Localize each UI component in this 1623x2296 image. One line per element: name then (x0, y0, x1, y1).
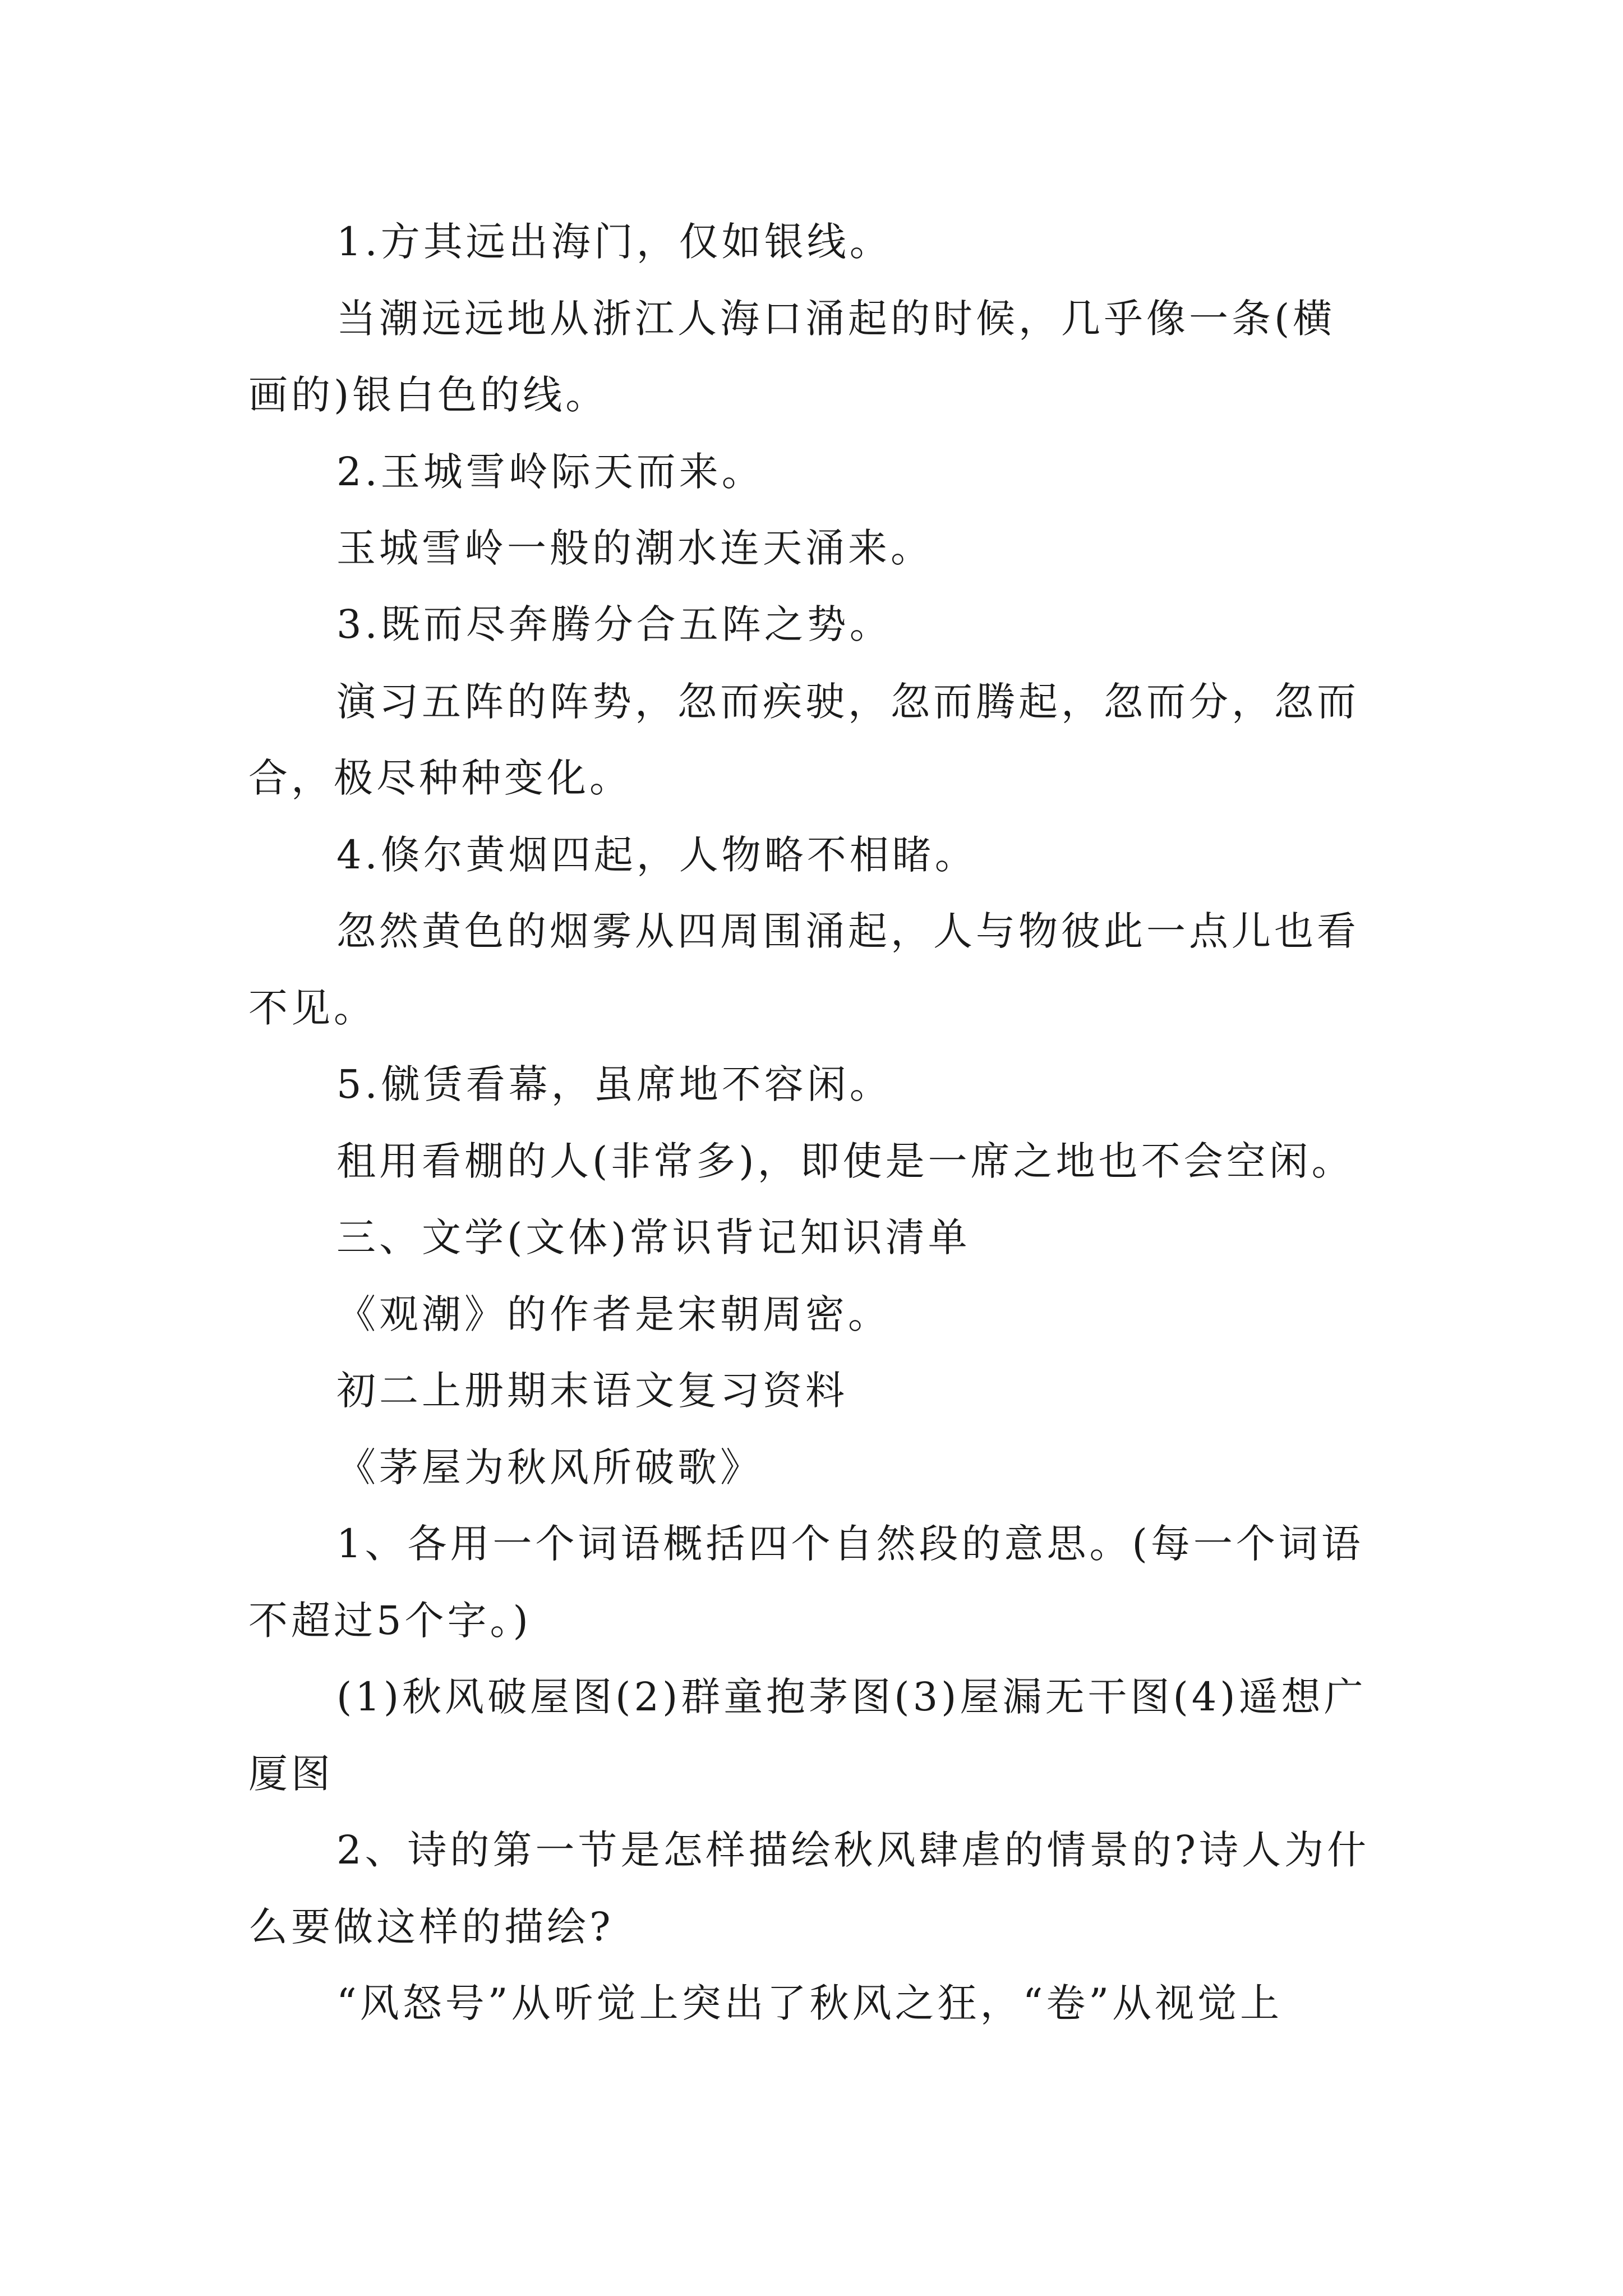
text-line: 忽然黄色的烟雾从四周围涌起，人与物彼此一点儿也看 (336, 908, 1359, 954)
text-line: 1.方其远出海门，仅如银线。 (336, 219, 892, 265)
text-line: (1)秋风破屋图(2)群童抱茅图(3)屋漏无干图(4)遥想广 (336, 1674, 1367, 1720)
text-line: “风怒号”从听觉上突出了秋风之狂，“卷”从视觉上 (336, 1980, 1283, 2026)
text-line: 合，极尽种种变化。 (248, 755, 632, 801)
text-line: 演习五阵的阵势，忽而疾驶，忽而腾起，忽而分，忽而 (336, 679, 1359, 725)
text-line: 3.既而尽奔腾分合五阵之势。 (336, 601, 892, 647)
text-line: 不见。 (248, 985, 376, 1031)
text-line: 2、诗的第一节是怎样描绘秋风肆虐的情景的?诗人为什 (336, 1827, 1370, 1873)
text-line: 4.倏尔黄烟四起，人物略不相睹。 (336, 832, 978, 878)
text-line: 《观潮》的作者是宋朝周密。 (336, 1291, 891, 1337)
text-line: 2.玉城雪岭际天而来。 (336, 449, 764, 495)
text-line: 租用看棚的人(非常多)，即使是一席之地也不会空闲。 (336, 1138, 1354, 1184)
text-line: 画的)银白色的线。 (248, 372, 608, 418)
text-line: 5.僦赁看幕，虽席地不容闲。 (336, 1061, 892, 1107)
text-line: 《茅屋为秋风所破歌》 (336, 1444, 763, 1490)
text-line: 当潮远远地从浙江人海口涌起的时候，几乎像一条(横 (336, 296, 1336, 342)
text-line: 么要做这样的描绘? (248, 1904, 614, 1950)
text-line: 三、文学(文体)常识背记知识清单 (336, 1214, 971, 1260)
text-line: 厦图 (248, 1751, 334, 1797)
text-line: 不超过5个字。) (248, 1598, 532, 1644)
text-line: 初二上册期末语文复习资料 (336, 1368, 848, 1414)
text-line: 1、各用一个词语概括四个自然段的意思。(每一个词语 (336, 1521, 1364, 1567)
text-line: 玉城雪岭一般的潮水连天涌来。 (336, 525, 933, 571)
